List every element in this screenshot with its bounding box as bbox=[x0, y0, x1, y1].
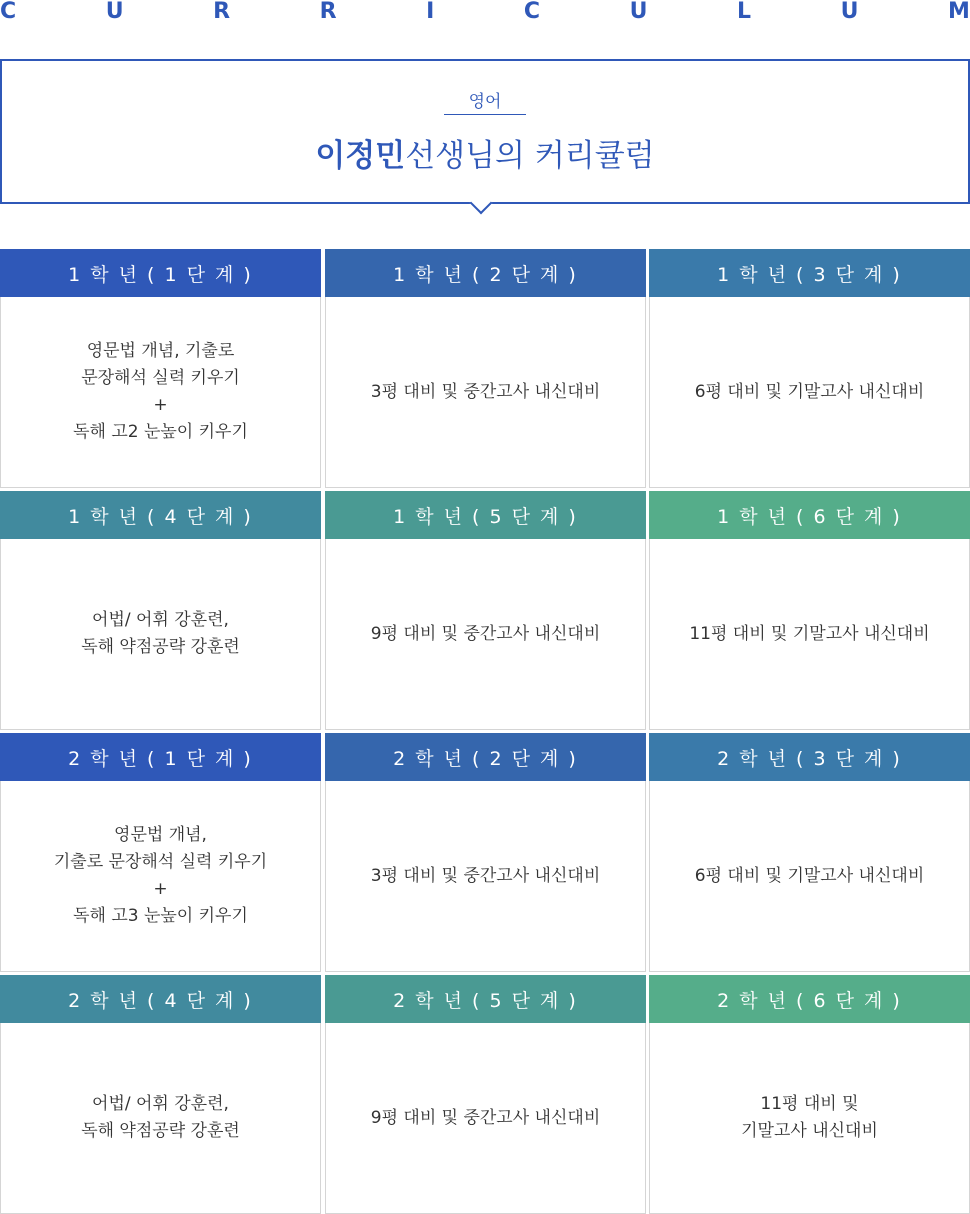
stage-description: 9평 대비 및 중간고사 내신대비 bbox=[325, 1023, 646, 1214]
banner-letter: C bbox=[0, 0, 17, 24]
stage-card bbox=[0, 975, 321, 1214]
stage-card bbox=[325, 975, 646, 1214]
title-rest: 선생님의 커리큘럼 bbox=[405, 138, 655, 174]
stage-header: 1 학 년 ( 3 단 계 ) bbox=[649, 249, 970, 297]
stage-card bbox=[325, 733, 646, 972]
stage-description: 영문법 개념, 기출로 문장해석 실력 키우기 + 독해 고2 눈높이 키우기 bbox=[0, 297, 321, 488]
stage-header: 2 학 년 ( 6 단 계 ) bbox=[649, 975, 970, 1023]
subject-underline bbox=[444, 114, 526, 115]
stage-description: 6평 대비 및 기말고사 내신대비 bbox=[649, 297, 970, 488]
banner-letter: L bbox=[736, 0, 752, 24]
teacher-name: 이정민 bbox=[315, 138, 406, 174]
stage-card bbox=[649, 975, 970, 1214]
stage-description: 3평 대비 및 중간고사 내신대비 bbox=[325, 297, 646, 488]
banner-letter: U bbox=[105, 0, 124, 24]
banner-letter: R bbox=[213, 0, 231, 24]
stage-description: 3평 대비 및 중간고사 내신대비 bbox=[325, 781, 646, 972]
banner-letter: R bbox=[319, 0, 337, 24]
stage-card bbox=[0, 491, 321, 730]
stage-card bbox=[0, 733, 321, 972]
stage-header: 1 학 년 ( 5 단 계 ) bbox=[325, 491, 646, 539]
stage-header: 1 학 년 ( 1 단 계 ) bbox=[0, 249, 321, 297]
stage-description: 영문법 개념, 기출로 문장해석 실력 키우기 + 독해 고3 눈높이 키우기 bbox=[0, 781, 321, 972]
stage-card bbox=[0, 249, 321, 488]
banner-letter: U bbox=[840, 0, 859, 24]
stage-header: 2 학 년 ( 5 단 계 ) bbox=[325, 975, 646, 1023]
stage-description: 어법/ 어휘 강훈련, 독해 약점공략 강훈련 bbox=[0, 539, 321, 730]
curriculum-banner bbox=[0, 0, 970, 24]
stage-header: 1 학 년 ( 2 단 계 ) bbox=[325, 249, 646, 297]
stage-header: 2 학 년 ( 2 단 계 ) bbox=[325, 733, 646, 781]
stage-description: 11평 대비 및 기말고사 내신대비 bbox=[649, 539, 970, 730]
stage-header: 2 학 년 ( 3 단 계 ) bbox=[649, 733, 970, 781]
banner-letter: C bbox=[523, 0, 541, 24]
stage-description: 11평 대비 및 기말고사 내신대비 bbox=[649, 1023, 970, 1214]
stage-description: 어법/ 어휘 강훈련, 독해 약점공략 강훈련 bbox=[0, 1023, 321, 1214]
banner-letter: I bbox=[426, 0, 435, 24]
stage-card bbox=[649, 249, 970, 488]
page-title bbox=[2, 130, 968, 175]
curriculum-header bbox=[0, 59, 970, 204]
stage-card bbox=[649, 491, 970, 730]
stage-header: 1 학 년 ( 6 단 계 ) bbox=[649, 491, 970, 539]
stage-header: 2 학 년 ( 4 단 계 ) bbox=[0, 975, 321, 1023]
stage-header: 1 학 년 ( 4 단 계 ) bbox=[0, 491, 321, 539]
banner-letter: M bbox=[947, 0, 970, 24]
stage-description: 6평 대비 및 기말고사 내신대비 bbox=[649, 781, 970, 972]
subject-label: 영어 bbox=[468, 92, 502, 112]
stage-card bbox=[325, 249, 646, 488]
stage-card bbox=[649, 733, 970, 972]
stage-card bbox=[325, 491, 646, 730]
banner-letter: U bbox=[629, 0, 648, 24]
stage-description: 9평 대비 및 중간고사 내신대비 bbox=[325, 539, 646, 730]
stage-header: 2 학 년 ( 1 단 계 ) bbox=[0, 733, 321, 781]
